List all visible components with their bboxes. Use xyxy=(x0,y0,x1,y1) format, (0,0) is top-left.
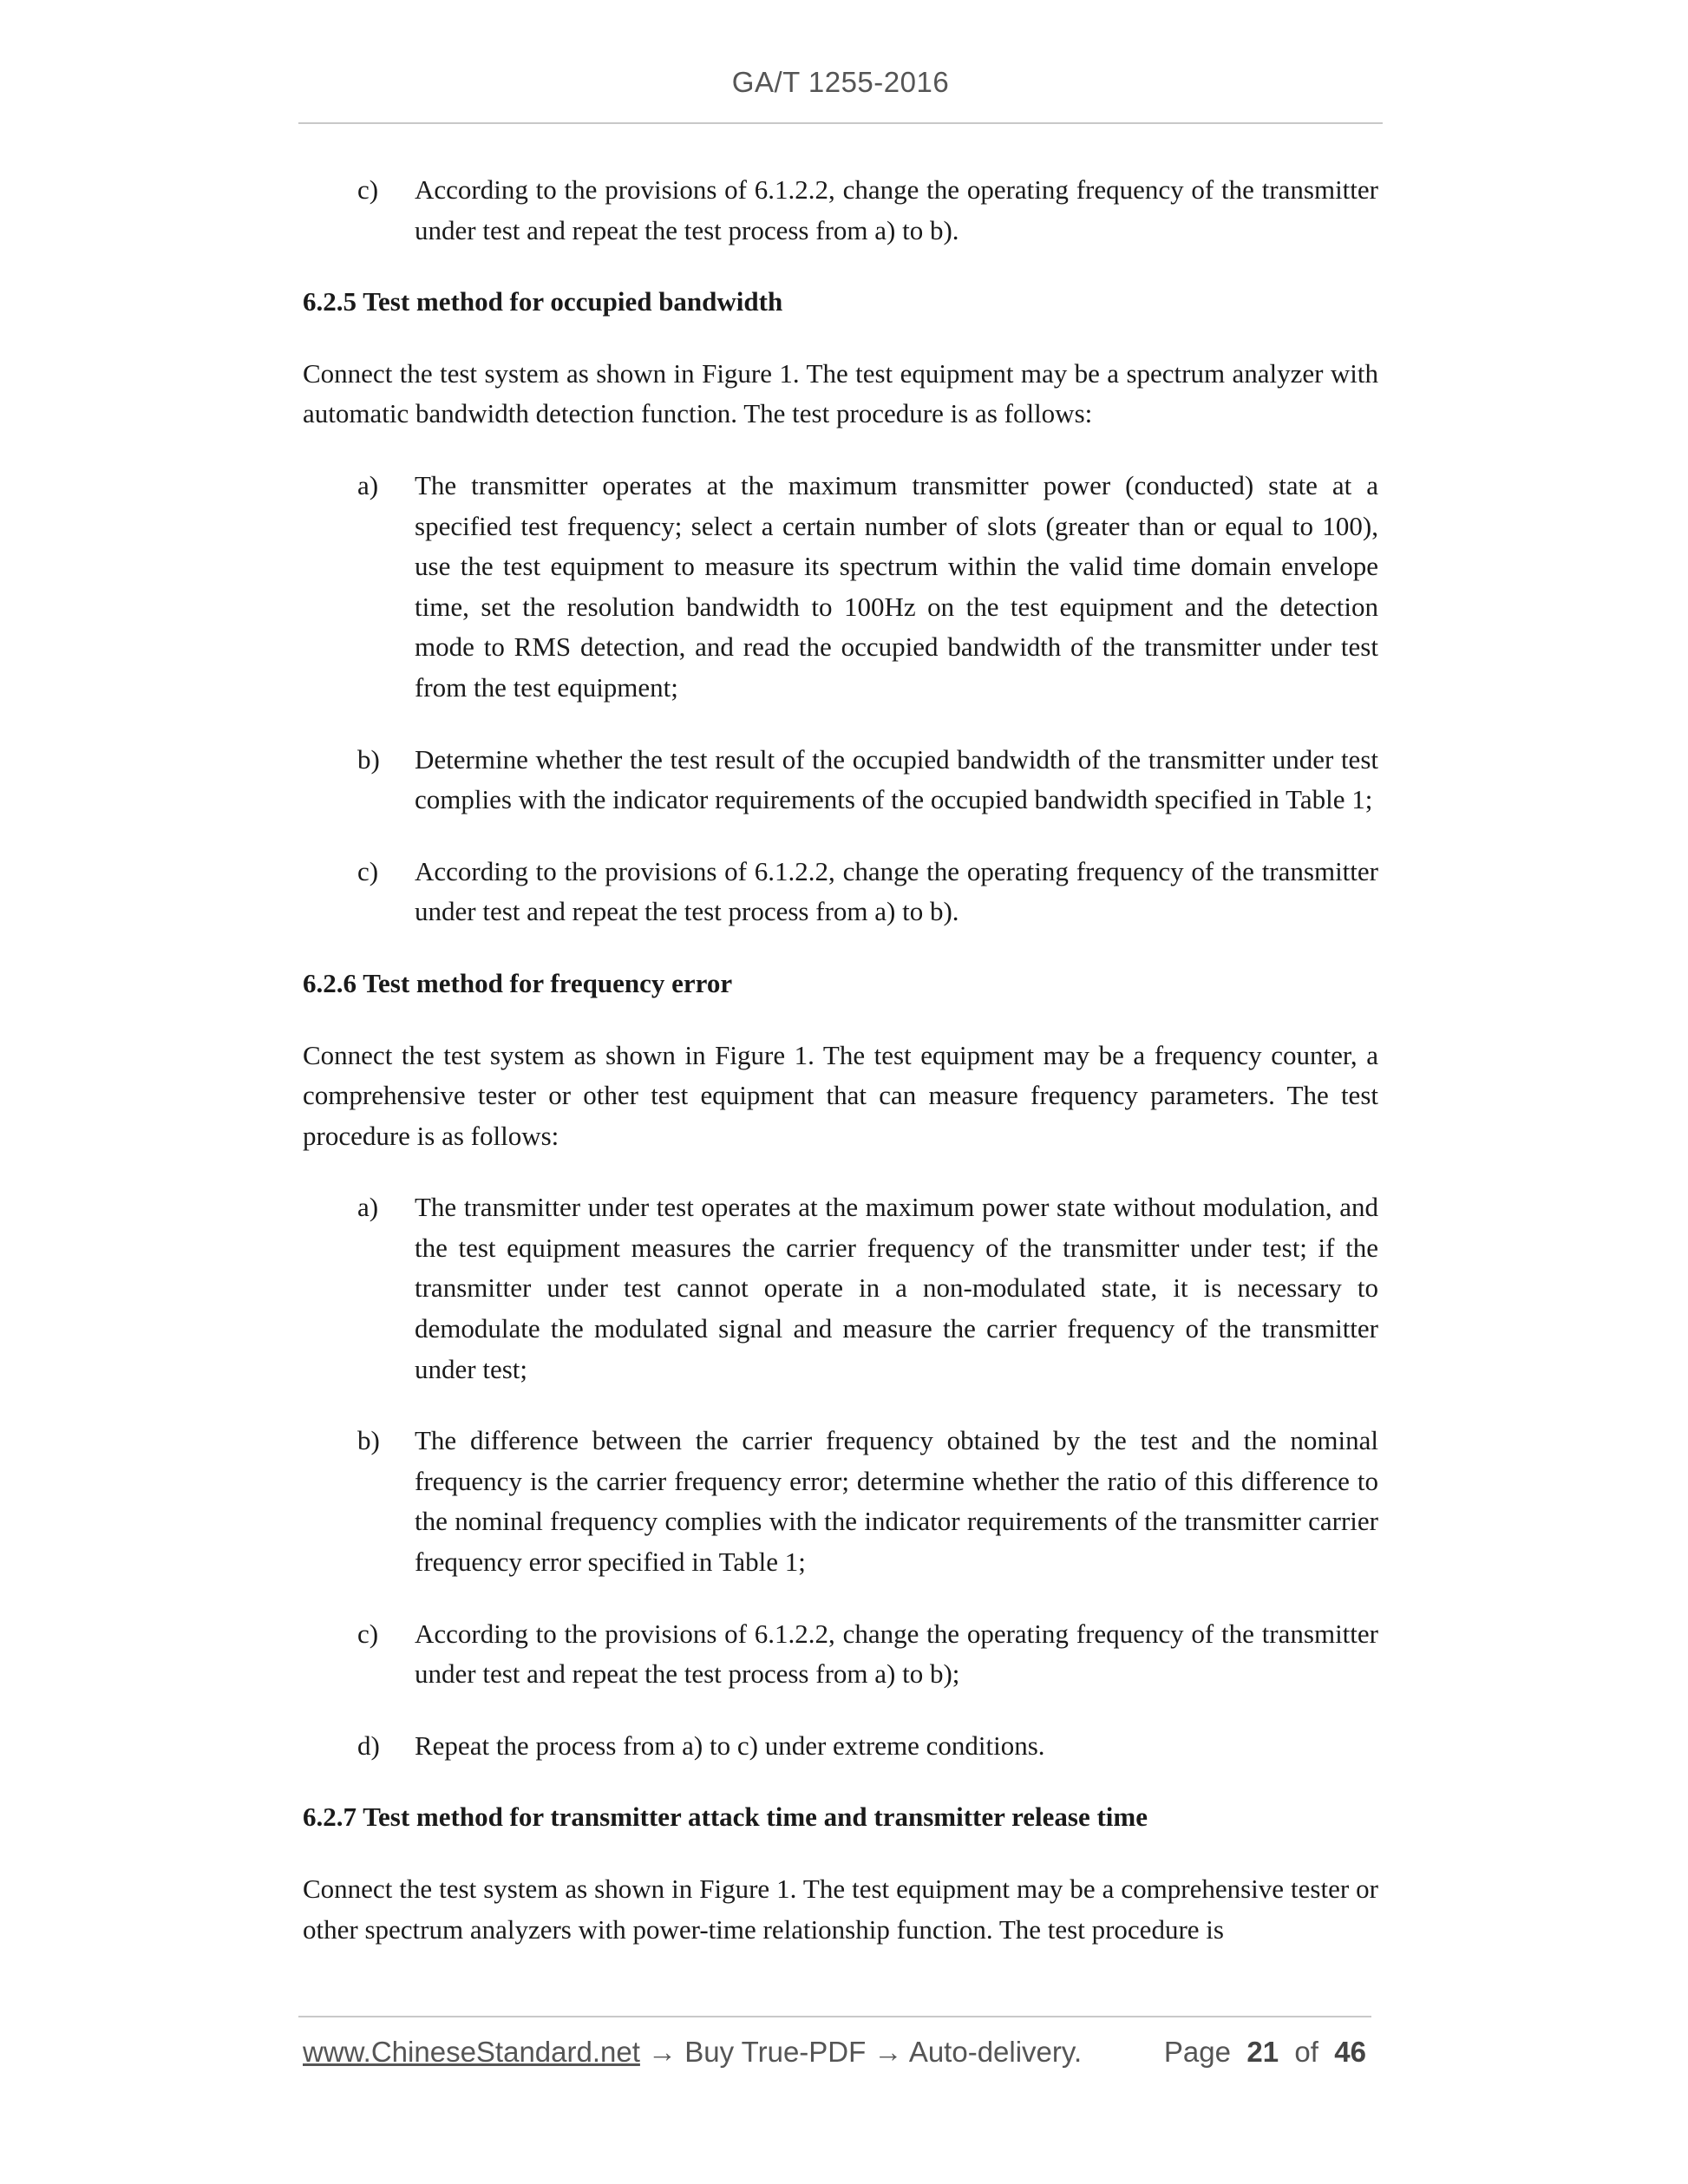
page-number: 21 xyxy=(1246,2036,1279,2068)
paragraph: Connect the test system as shown in Figure 1. The test equipment may be a frequency counter, a comprehensive tester or other test equipment that can measure frequency parameters. The test procedure is as follows: xyxy=(303,1039,1378,1151)
page-indicator xyxy=(1164,2036,1366,2069)
paragraph: Connect the test system as shown in Figure 1. The test equipment may be a comprehensive tester or other spectrum analyzers with power-time relationship function. The test procedure is xyxy=(303,1873,1378,1945)
list-item-letter: c) xyxy=(357,174,379,205)
paragraph: Connect the test system as shown in Figure 1. The test equipment may be a spectrum analyzer with automatic bandwidth detection function. The test procedure is as follows: xyxy=(303,357,1378,429)
list-item-letter: b) xyxy=(357,1425,380,1456)
total-pages: 46 xyxy=(1334,2036,1366,2068)
footer-divider xyxy=(298,2016,1371,2017)
list-item-text: According to the provisions of 6.1.2.2, change the operating frequency of the transmitter under test and repeat the test process from a) to b). xyxy=(415,174,1378,245)
list-item-text: The transmitter under test operates at the maximum power state without modulation, and the test equipment measures the carrier frequency of the transmitter under test; if the transmitter under test cannot operate in a non-modulated state, it is necessary to demodulate the modulated signal and measure the carrier frequency of the transmitter under test; xyxy=(415,1192,1378,1384)
list-item-letter: b) xyxy=(357,743,380,775)
header-divider xyxy=(298,122,1383,124)
list-item xyxy=(303,740,1378,821)
section-heading: 6.2.7 Test method for transmitter attack time and transmitter release time xyxy=(303,1801,1148,1833)
list-item-letter: c) xyxy=(357,855,379,886)
list-item xyxy=(303,1726,1378,1767)
list-item xyxy=(303,1614,1378,1695)
list-item xyxy=(303,1421,1378,1582)
list-item-letter: d) xyxy=(357,1730,380,1761)
list-item-text: Repeat the process from a) to c) under extreme conditions. xyxy=(415,1730,1045,1761)
list-item xyxy=(303,170,1378,251)
page-word: Page xyxy=(1163,2036,1231,2068)
section-heading: 6.2.6 Test method for frequency error xyxy=(303,967,733,998)
list-item-text: According to the provisions of 6.1.2.2, change the operating frequency of the transmitter under test and repeat the test process from a) to b); xyxy=(415,1618,1378,1690)
list-item-text: The difference between the carrier frequency obtained by the test and the nominal frequency is the carrier frequency error; determine whether the ratio of this difference to the nominal frequency complies with the indicator requirements of the transmitter carrier frequency error specified in Table 1; xyxy=(415,1425,1378,1578)
list-item-text: Determine whether the test result of the occupied bandwidth of the transmitter under test complies with the indicator requirements of the occupied bandwidth specified in Table 1; xyxy=(415,743,1378,815)
list-item-text: The transmitter operates at the maximum transmitter power (conducted) state at a specified test frequency; select a certain number of slots (greater than or equal to 100), use the test equipment to measure its spectrum within the valid time domain envelope time, set the resolution bandwidth to 100Hz on the test equipment and the detection mode to RMS detection, and read the occupied bandwidth of the transmitter under test from the test equipment; xyxy=(415,469,1378,703)
document-body xyxy=(303,170,1378,1981)
page-header-title: GA/T 1255-2016 xyxy=(731,66,950,98)
list-item-letter: a) xyxy=(357,1192,379,1223)
list-item-letter: c) xyxy=(357,1618,379,1649)
page-footer xyxy=(303,2036,1371,2069)
list-item xyxy=(303,852,1378,932)
list-item-letter: a) xyxy=(357,469,379,500)
list-item xyxy=(303,1187,1378,1390)
section-heading: 6.2.5 Test method for occupied bandwidth xyxy=(303,286,783,317)
list-item-text: According to the provisions of 6.1.2.2, change the operating frequency of the transmitter under test and repeat the test process from a) to b). xyxy=(415,855,1378,927)
of-word: of xyxy=(1294,2036,1318,2068)
footer-tagline: → Buy True-PDF → Auto-delivery. xyxy=(639,2036,1083,2068)
website-link[interactable]: www.ChineseStandard.net xyxy=(303,2036,640,2068)
list-item xyxy=(303,466,1378,709)
